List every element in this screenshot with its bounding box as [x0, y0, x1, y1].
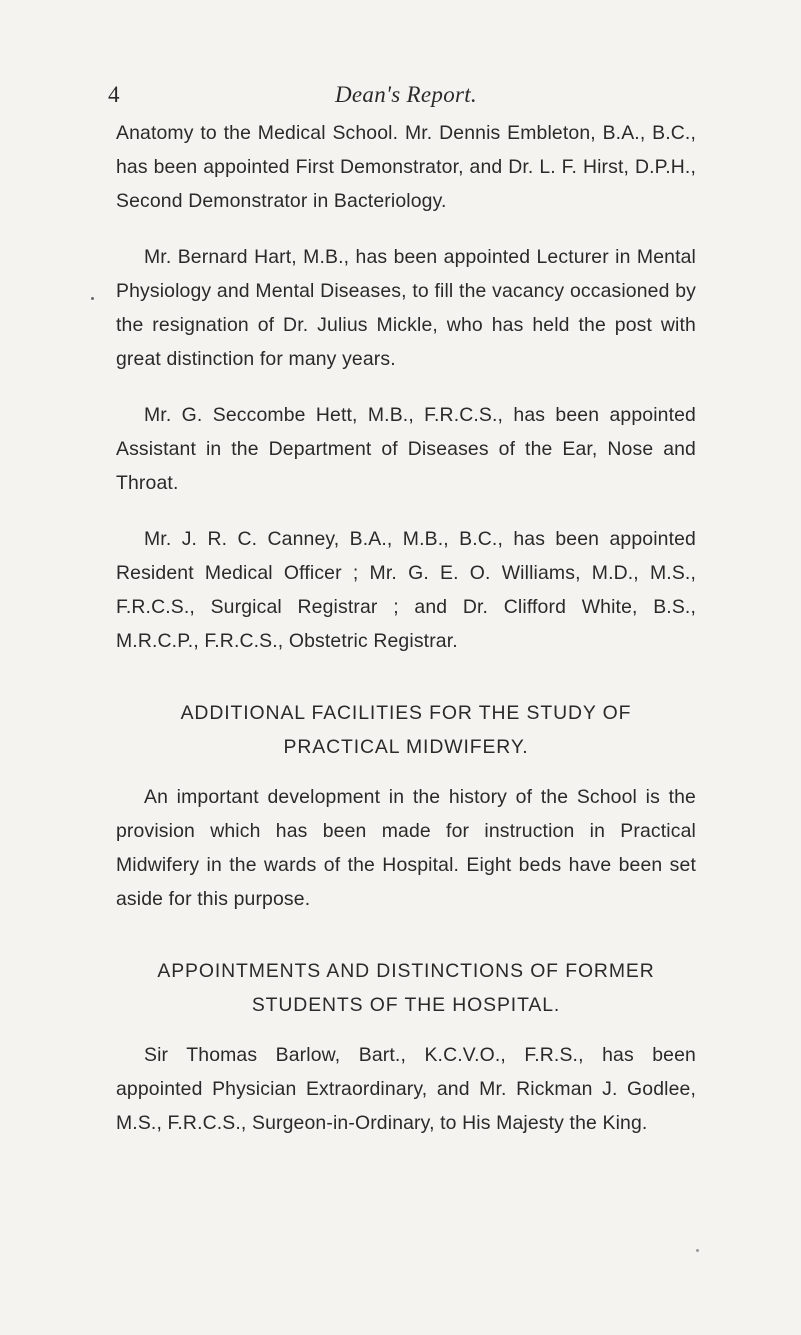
paragraph-anatomy-continuation: Anatomy to the Medical School. Mr. Dennis Embleton, B.A., B.C., has been appointed First Demonstrator, and Dr. L. F. Hirst, D.P.H., Second Demonstrator in Bacteriology.: [116, 122, 696, 212]
paragraph-hett-appointment: Mr. G. Seccombe Hett, M.B., F.R.C.S., has been appointed Assistant in the Department of Diseases of the Ear, Nose and Throat.: [116, 404, 696, 494]
page-header: [108, 80, 704, 116]
heading-appointments-line2: STUDENTS OF THE HOSPITAL.: [251, 994, 561, 1016]
paragraph-appointments: Sir Thomas Barlow, Bart., K.C.V.O., F.R.S., has been appointed Physician Extraordinary, and Mr. Rickman J. Godlee, M.S., F.R.C.S., Surgeon-in-Ordinary, to His Majesty the King.: [116, 1044, 696, 1134]
heading-midwifery-line1: ADDITIONAL FACILITIES FOR THE STUDY OF: [180, 702, 632, 724]
running-title: Dean's Report.: [335, 82, 477, 107]
margin-speck-lower: [696, 1249, 699, 1252]
paragraph-hart-appointment: Mr. Bernard Hart, M.B., has been appointed Lecturer in Mental Physiology and Mental Diseases, to fill the vacancy occasioned by the resignation of Dr. Julius Mickle, who has held the post with great distinction for many years.: [116, 246, 696, 370]
heading-midwifery-line2: PRACTICAL MIDWIFERY.: [283, 736, 529, 758]
page-number: 4: [108, 82, 120, 107]
page-body: [116, 116, 696, 1162]
heading-midwifery: [116, 696, 696, 764]
paragraph-registrar-appointments: Mr. J. R. C. Canney, B.A., M.B., B.C., has been appointed Resident Medical Officer ; Mr. G. E. O. Williams, M.D., M.S., F.R.C.S., Surgical Registrar ; and Dr. Clifford White, B.S., M.R.C.P., F.R.C.S., Obstetric Registrar.: [116, 528, 696, 652]
heading-appointments-line1: APPOINTMENTS AND DISTINCTIONS OF FORMER: [157, 960, 655, 982]
paragraph-midwifery: An important development in the history of the School is the provision which has been made for instruction in Practical Midwifery in the wards of the Hospital. Eight beds have been set aside for this purpose.: [116, 786, 696, 910]
heading-appointments: [116, 954, 696, 1022]
margin-speck: [91, 297, 94, 300]
